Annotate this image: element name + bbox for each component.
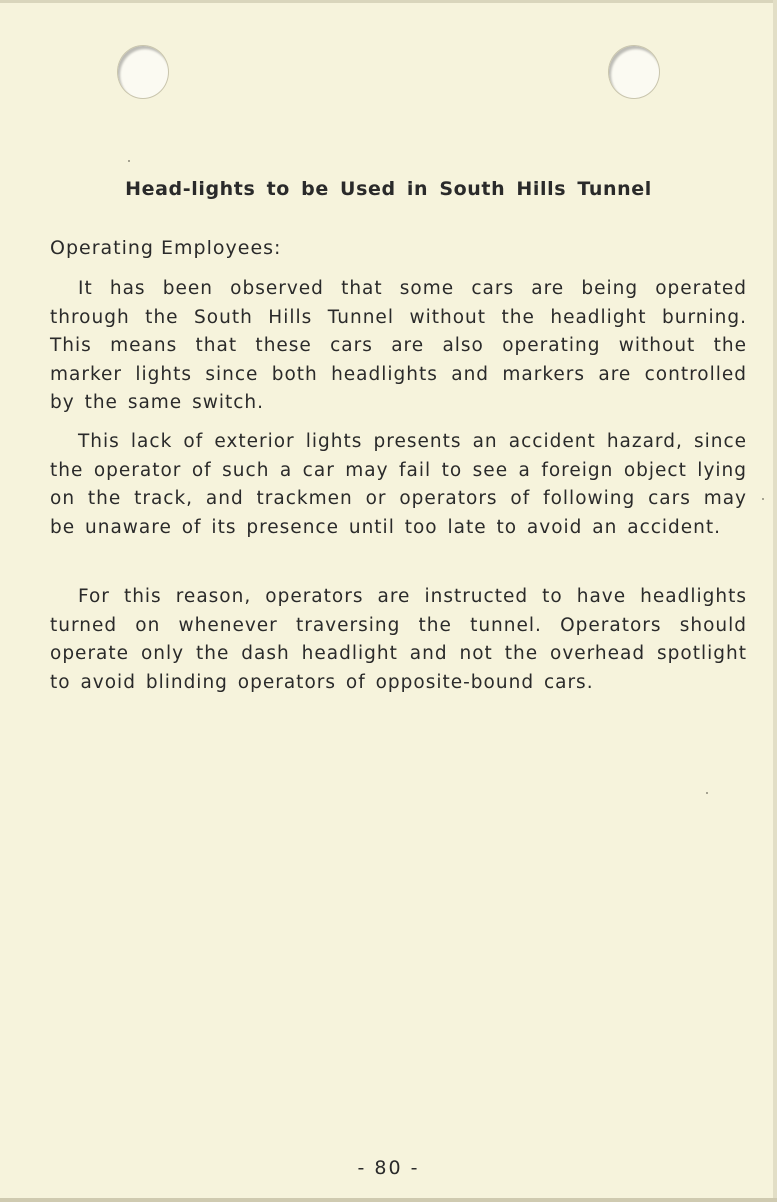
paper-speck [128, 160, 130, 162]
body-paragraph: It has been observed that some cars are being operated through the South Hills Tunnel without the headlight burning. This means that these cars are also operating without the marker lights since both headlights and markers are controlled by the same switch. [50, 278, 747, 413]
body-paragraph: This lack of exterior lights presents an accident hazard, since the operator of such a car may fail to see a foreign object lying on the track, and trackmen or operators of following cars may be unaware of its presence until too late to avoid an accident. [50, 431, 747, 538]
body-paragraph: For this reason, operators are instructed to have headlights turned on whenever traversing the tunnel. Operators should operate only the dash headlight and not the overhead spotlight to avoid blinding operators of opposite-bound cars. [50, 586, 747, 693]
paper-speck [706, 792, 708, 794]
binder-hole-left-icon [117, 45, 169, 99]
page-number: - 80 - [357, 1157, 420, 1179]
binder-hole-right-icon [608, 45, 660, 99]
page-edge-top [0, 0, 777, 3]
page-edge-bottom [0, 1198, 777, 1202]
page-title: Head-lights to be Used in South Hills Tunnel [125, 178, 652, 200]
salutation: Operating Employees: [50, 237, 282, 259]
paper-speck [762, 498, 764, 500]
